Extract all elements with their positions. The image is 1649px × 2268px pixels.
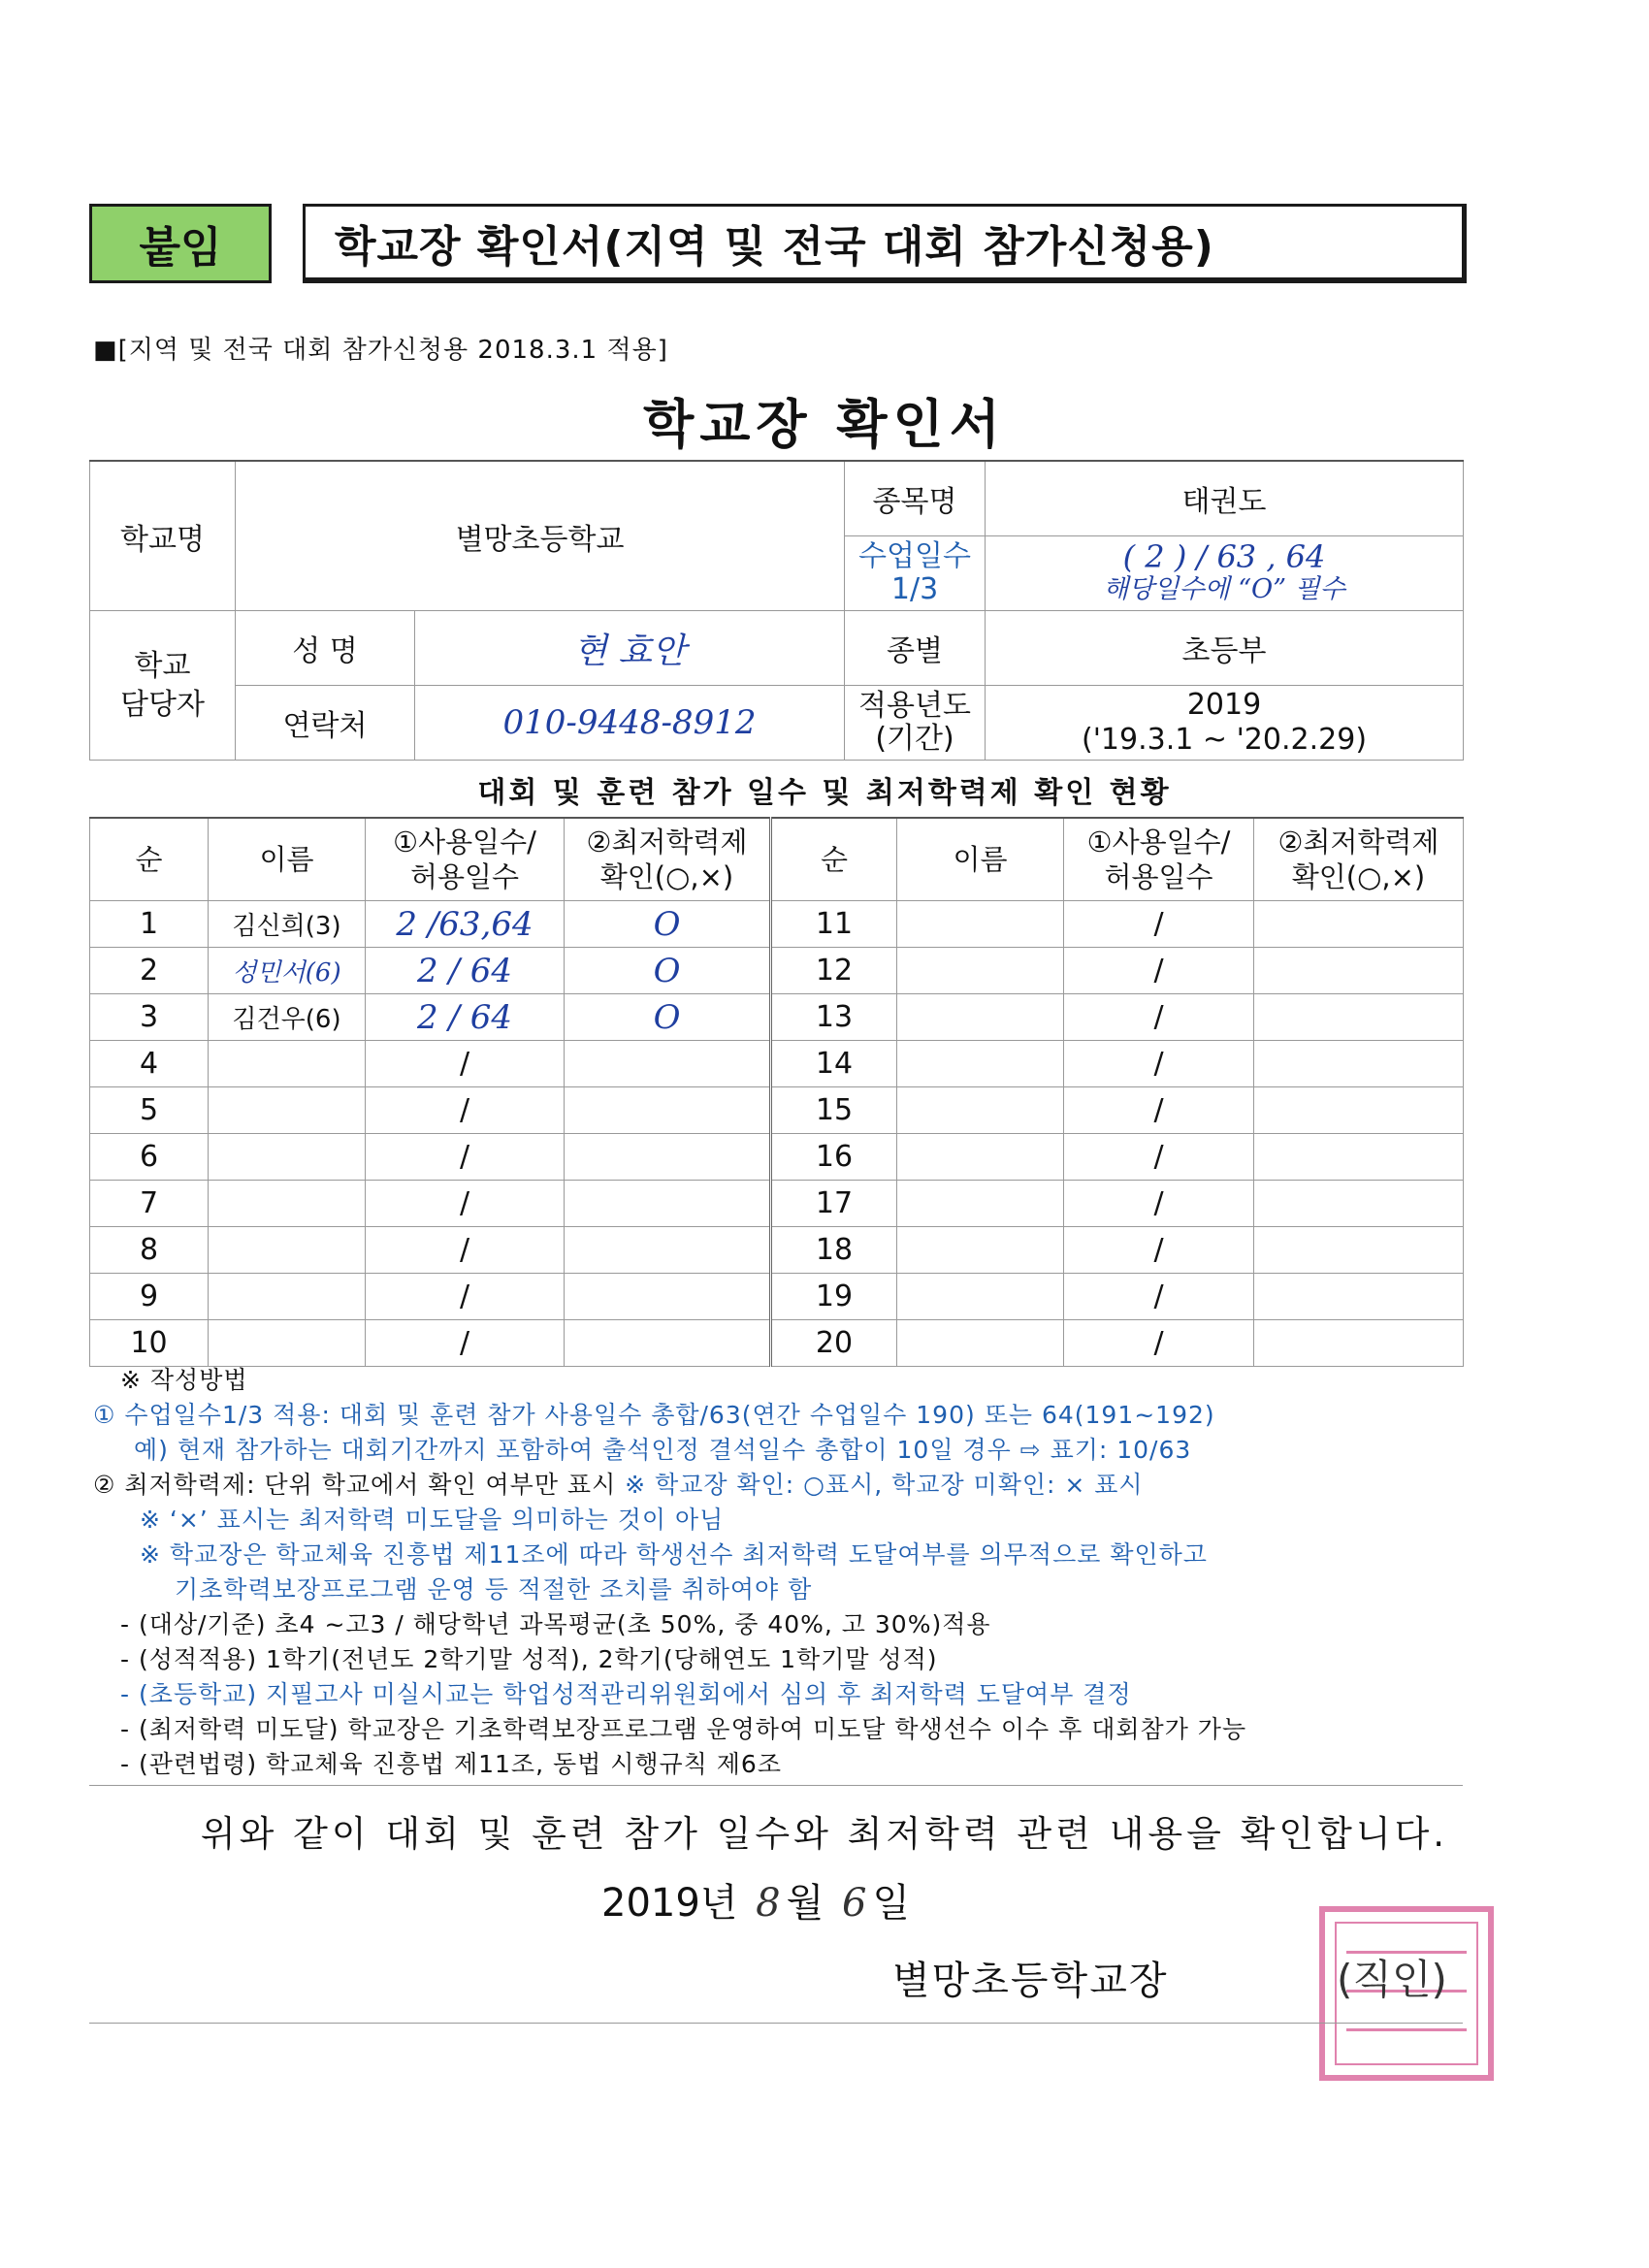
date-day: 6: [841, 1881, 867, 1926]
row-days: /: [366, 1134, 565, 1181]
row-name: 성민서(6): [209, 948, 366, 994]
table-row: [90, 994, 1464, 1041]
row-name: [897, 1087, 1064, 1134]
row-name: 김건우(6): [209, 994, 366, 1041]
name-value: 현 효안: [415, 611, 845, 686]
instruction-line-part: ② 최저학력제: 단위 학교에서 확인 여부만 표시: [93, 1471, 626, 1499]
row-check: [1254, 1041, 1464, 1087]
year-label: [845, 686, 986, 761]
instruction-line: - (성적적용) 1학기(전년도 2학기말 성적), 2학기(당해연도 1학기말 성적): [120, 1645, 938, 1673]
row-days: /: [1064, 1274, 1254, 1320]
row-check: [1254, 1274, 1464, 1320]
table-row: [90, 901, 1464, 948]
year-value-text: 2019: [1186, 688, 1262, 722]
table-header-row: [90, 818, 1464, 901]
row-days: /: [366, 1274, 565, 1320]
row-check: [1254, 1320, 1464, 1367]
col-check-2: 확인(○,×): [1291, 860, 1426, 893]
instruction-line: - (대상/기준) 초4 ~고3 / 해당학년 과목평균(초 50%, 중 40%, 고 30%)적용: [120, 1610, 991, 1638]
row-name: [897, 1227, 1064, 1274]
school-info-table: [89, 460, 1464, 761]
col-check: [1254, 818, 1464, 901]
row-no: 6: [90, 1134, 209, 1181]
year-label-text: 적용년도: [858, 689, 971, 723]
class-days-value-text: ( 2 ) / 63 , 64: [1122, 538, 1326, 575]
row-no: 18: [771, 1227, 897, 1274]
col-days: [1064, 818, 1254, 901]
division-value: 초등부: [986, 611, 1464, 686]
col-no: 순: [90, 818, 209, 901]
name-label: 성 명: [236, 611, 415, 686]
instruction-line-part: ※ 학교장 확인: ○표시, 학교장 미확인: × 표시: [625, 1471, 1144, 1499]
col-no: 순: [771, 818, 897, 901]
instruction-line: - (초등학교) 지필고사 미실시교는 학업성적관리위원회에서 심의 후 최저학력 도달여부 결정: [120, 1680, 1132, 1708]
document-header-title: 학교장 확인서(지역 및 전국 대회 참가신청용): [303, 204, 1467, 283]
row-days: /: [366, 1320, 565, 1367]
row-name: [897, 1320, 1064, 1367]
row-days: /: [1064, 1181, 1254, 1227]
info-row: [90, 611, 1464, 686]
class-days-label: [845, 536, 986, 611]
row-no: 17: [771, 1181, 897, 1227]
row-name: [897, 1041, 1064, 1087]
class-days-label-sub: 1/3: [890, 572, 939, 606]
row-check: [565, 1227, 771, 1274]
row-days: /: [1064, 1320, 1254, 1367]
row-name: [897, 1134, 1064, 1181]
row-days: /: [1064, 901, 1254, 948]
school-label: 학교명: [90, 461, 236, 611]
class-days-note: 해당일수에 “O” 필수: [1103, 574, 1345, 604]
row-days: /: [366, 1041, 565, 1087]
table-row: [90, 948, 1464, 994]
row-name: [209, 1274, 366, 1320]
row-check: [565, 1320, 771, 1367]
row-check: [1254, 994, 1464, 1041]
row-no: 7: [90, 1181, 209, 1227]
row-no: 11: [771, 901, 897, 948]
row-no: 10: [90, 1320, 209, 1367]
school-value: 별망초등학교: [236, 461, 845, 611]
date-month-label: 월: [786, 1881, 824, 1926]
seal-label: (직인): [1337, 1956, 1447, 2003]
row-no: 5: [90, 1087, 209, 1134]
row-days: 2 / 64: [366, 948, 565, 994]
row-check: O: [565, 948, 771, 994]
row-name: [209, 1087, 366, 1134]
event-value: 태권도: [986, 461, 1464, 536]
instructions-heading: ※ 작성방법: [120, 1366, 248, 1394]
seal-mark: [1346, 2028, 1467, 2031]
row-days: /: [366, 1227, 565, 1274]
row-check: O: [565, 901, 771, 948]
col-days-2: 허용일수: [1104, 860, 1213, 893]
row-check: [565, 1274, 771, 1320]
col-check-2: 확인(○,×): [599, 860, 734, 893]
col-name: 이름: [897, 818, 1064, 901]
instruction-line: - (관련법령) 학교체육 진흥법 제11조, 동법 시행규칙 제6조: [120, 1750, 782, 1778]
row-no: 3: [90, 994, 209, 1041]
date-year: 2019년: [601, 1881, 738, 1926]
row-days: /: [1064, 1227, 1254, 1274]
phone-label: 연락처: [236, 686, 415, 761]
year-period: ('19.3.1 ~ '20.2.29): [1081, 723, 1368, 757]
col-days-2: 허용일수: [409, 860, 520, 893]
date-day-label: 일: [872, 1881, 911, 1926]
row-days: 2 /63,64: [366, 901, 565, 948]
row-check: [565, 1134, 771, 1181]
info-row: [90, 461, 1464, 536]
section-title: 대회 및 훈련 참가 일수 및 최저학력제 확인 현황: [477, 776, 1172, 810]
divider: [89, 1785, 1463, 1786]
row-check: [1254, 1087, 1464, 1134]
row-no: 8: [90, 1227, 209, 1274]
contact-person-label: 학교 담당자: [90, 611, 236, 761]
instruction-line: ※ ‘×’ 표시는 최저학력 미도달을 의미하는 것이 아님: [140, 1506, 725, 1534]
col-days-1: ①사용일수/: [393, 826, 536, 859]
row-name: [897, 901, 1064, 948]
row-check: O: [565, 994, 771, 1041]
row-check: [1254, 901, 1464, 948]
row-no: 2: [90, 948, 209, 994]
page-title: 학교장 확인서: [643, 394, 1006, 455]
row-check: [1254, 948, 1464, 994]
row-no: 13: [771, 994, 897, 1041]
instructions: [93, 1363, 1471, 1782]
row-check: [565, 1041, 771, 1087]
col-check-1: ②최저학력제: [1277, 826, 1439, 859]
row-days: /: [1064, 1134, 1254, 1181]
confirmation-text: 위와 같이 대회 및 훈련 참가 일수와 최저학력 관련 내용을 확인합니다.: [200, 1813, 1449, 1855]
table-row: [90, 1041, 1464, 1087]
row-check: [565, 1087, 771, 1134]
col-days-1: ①사용일수/: [1086, 826, 1231, 859]
table-row: [90, 1181, 1464, 1227]
row-name: [209, 1320, 366, 1367]
row-no: 19: [771, 1274, 897, 1320]
row-no: 20: [771, 1320, 897, 1367]
row-days: /: [366, 1181, 565, 1227]
row-check: [1254, 1134, 1464, 1181]
row-no: 16: [771, 1134, 897, 1181]
row-name: 김신희(3): [209, 901, 366, 948]
table-row: [90, 1320, 1464, 1367]
row-check: [1254, 1227, 1464, 1274]
principal-name: 별망초등학교장: [892, 1959, 1169, 2003]
col-days: [366, 818, 565, 901]
divider: [89, 2023, 1463, 2024]
class-days-value: [986, 536, 1464, 611]
row-days: /: [1064, 994, 1254, 1041]
row-days: /: [1064, 948, 1254, 994]
row-name: [897, 948, 1064, 994]
row-name: [209, 1041, 366, 1087]
row-no: 4: [90, 1041, 209, 1087]
class-days-label-text: 수업일수: [858, 539, 971, 573]
applicable-note: ■[지역 및 전국 대회 참가신청용 2018.3.1 적용]: [93, 336, 668, 365]
instruction-line: 예) 현재 참가하는 대회기간까지 포함하여 출석인정 결석일수 총합이 10일 경우 ⇨ 표기: 10/63: [134, 1436, 1192, 1464]
division-label: 종별: [845, 611, 986, 686]
attachment-badge: 붙임: [89, 204, 272, 283]
table-row: [90, 1134, 1464, 1181]
row-name: [897, 1181, 1064, 1227]
row-check: [1254, 1181, 1464, 1227]
row-days: /: [1064, 1041, 1254, 1087]
instruction-line: 기초학력보장프로그램 운영 등 적절한 조치를 취하여야 함: [175, 1575, 813, 1604]
instruction-line: - (최저학력 미도달) 학교장은 기초학력보장프로그램 운영하여 미도달 학생선수 이수 후 대회참가 가능: [120, 1715, 1247, 1743]
instruction-line: ① 수업일수1/3 적용: 대회 및 훈련 참가 사용일수 총합/63(연간 수업일수 190) 또는 64(191~192): [93, 1401, 1215, 1429]
row-no: 1: [90, 901, 209, 948]
col-check-1: ②최저학력제: [586, 826, 748, 859]
year-label-sub: (기간): [875, 722, 954, 756]
event-label: 종목명: [845, 461, 986, 536]
row-no: 15: [771, 1087, 897, 1134]
table-row: [90, 1087, 1464, 1134]
signing-date: [601, 1872, 910, 1928]
row-name: [897, 994, 1064, 1041]
row-days: /: [1064, 1087, 1254, 1134]
row-check: [565, 1181, 771, 1227]
row-name: [209, 1181, 366, 1227]
row-name: [897, 1274, 1064, 1320]
instruction-line: ※ 학교장은 학교체육 진흥법 제11조에 따라 학생선수 최저학력 도달여부를 의무적으로 확인하고: [140, 1540, 1208, 1569]
year-value: [986, 686, 1464, 761]
table-row: [90, 1227, 1464, 1274]
col-check: [565, 818, 771, 901]
info-row: [90, 686, 1464, 761]
row-name: [209, 1227, 366, 1274]
col-name: 이름: [209, 818, 366, 901]
row-no: 14: [771, 1041, 897, 1087]
table-row: [90, 1274, 1464, 1320]
row-name: [209, 1134, 366, 1181]
row-no: 9: [90, 1274, 209, 1320]
instruction-line: [93, 1468, 1471, 1503]
row-days: /: [366, 1087, 565, 1134]
row-no: 12: [771, 948, 897, 994]
row-days: 2 / 64: [366, 994, 565, 1041]
participation-table: [89, 817, 1464, 1367]
phone-value: 010-9448-8912: [415, 686, 845, 761]
date-month: 8: [756, 1881, 781, 1926]
